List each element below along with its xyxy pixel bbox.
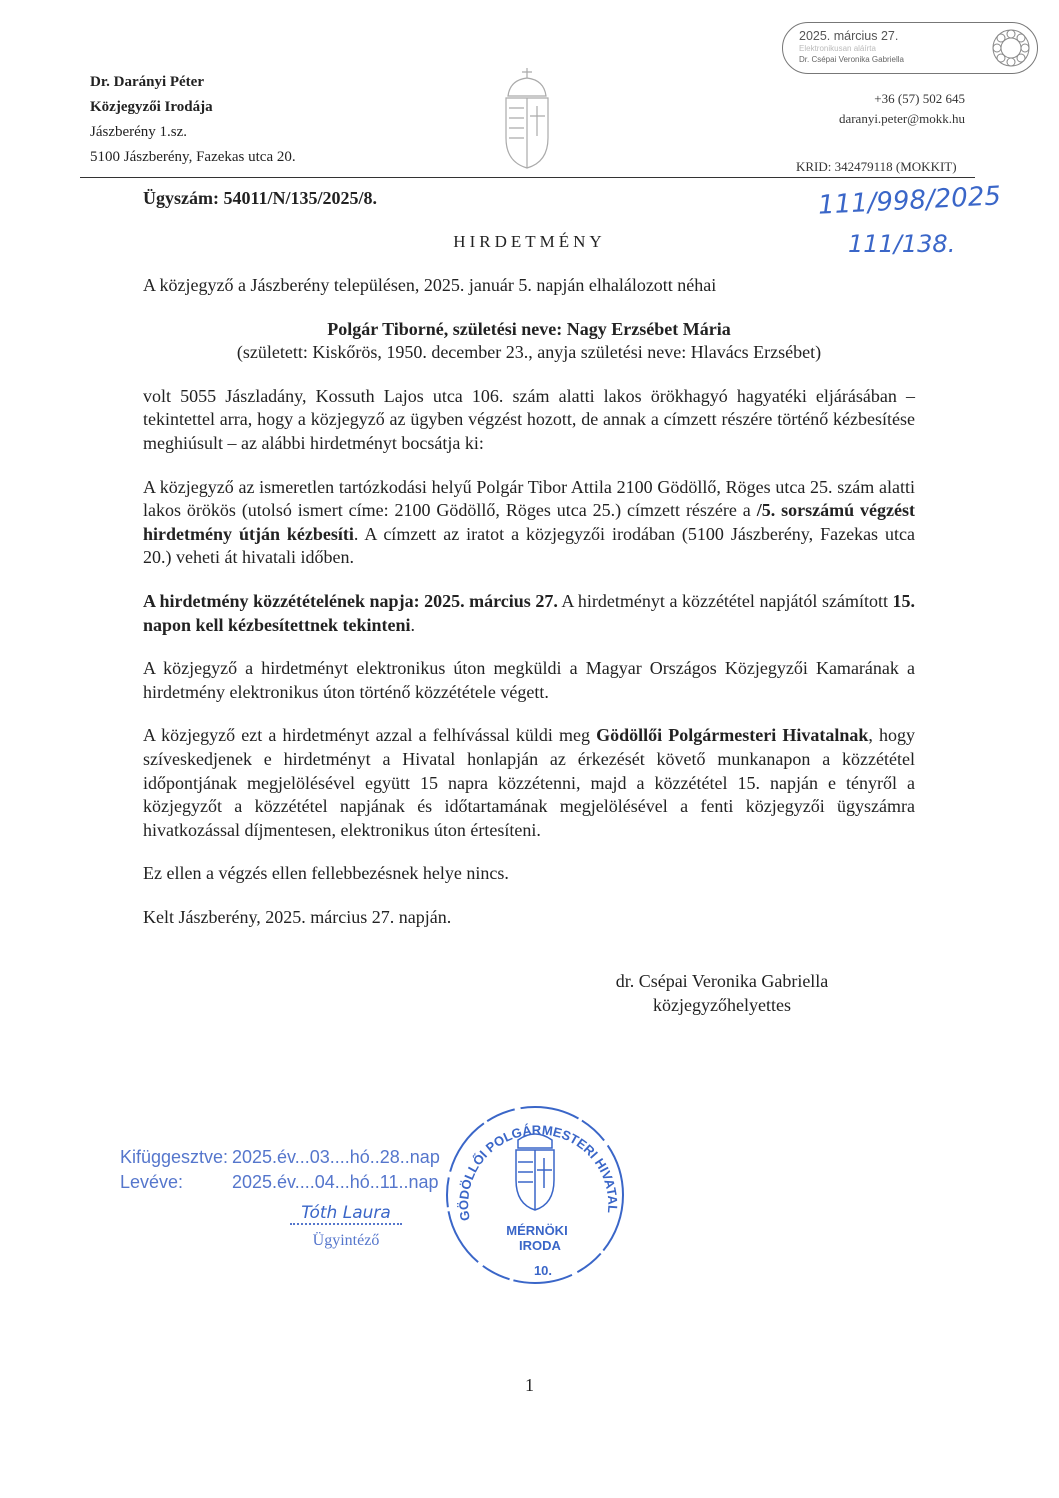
page-number: 1	[525, 1375, 534, 1395]
signature-block	[572, 969, 872, 1017]
coat-of-arms-icon	[500, 66, 554, 170]
header-divider	[80, 177, 975, 178]
notary-chamber-logo-icon	[989, 26, 1033, 70]
document-title: HIRDETMÉNY	[453, 232, 606, 251]
text: , hogy szíveskedjenek e hirdetményt a Hivatal honlapján az érkezését követő munkanapon a közzététel időpontjának megjelölésével együtt 15 napra közzétenni, majd a közzététel 15. napján e tényről a közjegyzőt a közzététel napjának és időtartamának megjelölésével a fenti közjegyzői ügyszámra hivatkozással díjmentesen, elektronikus úton értesíteni.	[143, 725, 916, 840]
krid: KRID: 342479118 (MOKKIT)	[796, 159, 957, 174]
deceased-name: Polgár Tiborné, születési neve: Nagy Erzsébet Mária	[327, 318, 731, 339]
signature-label: Elektronikusan aláírta	[799, 44, 876, 53]
paragraph-proceedings: volt 5055 Jászladány, Kossuth Lajos utca 106. szám alatti lakos örökhagyó hagyatéki eljárásában – tekintettel arra, hogy a közjegyző az ügyben végzést hozott, de annak a címzett részére történő kézbesítése meghiúsult – az alábbi hirdetményt bocsátja ki:	[143, 385, 915, 453]
office-round-stamp	[440, 1100, 630, 1290]
posting-stamp	[120, 1145, 440, 1195]
bold-text: Gödöllői Polgármesteri Hivatalnak	[596, 725, 869, 746]
email-address: daranyi.peter@mokk.hu	[838, 111, 965, 126]
notary-name: Dr. Darányi Péter	[90, 74, 204, 90]
paragraph-date-place: Kelt Jászberény, 2025. március 27. napján.	[143, 906, 452, 927]
notary-office-address	[90, 70, 296, 170]
deceased-details: (született: Kiskőrös, 1950. december 23., anyja születési neve: Hlavács Erzsébet)	[236, 342, 822, 363]
paragraph-request	[143, 724, 915, 842]
bold-text: /5. sorszámú végzést hirdetmény útján kézbesíti	[143, 500, 915, 544]
stamp-ring-text: GÖDÖLLŐI POLGÁRMESTERI HIVATAL	[456, 1122, 621, 1223]
handwritten-registration: 111/998/2025	[817, 181, 1002, 221]
removed-label: Levéve:	[120, 1172, 184, 1192]
paragraph-no-appeal: Ez ellen a végzés ellen fellebbezésnek helye nincs.	[143, 863, 509, 884]
bold-text: 15. napon kell kézbesítettnek tekinteni	[143, 590, 915, 635]
text: A közjegyző az ismeretlen tartózkodási helyű Polgár Tibor Attila 2100 Gödöllő, Röges utca 25. szám alatti lakos örökös (utolsó ismert címe: 2100 Gödöllő, Röges utca 25.) címzett részére a	[143, 476, 915, 521]
posted-value: 2025.év...03....hó..28..nap	[232, 1147, 440, 1167]
coat-of-arms-icon	[516, 1134, 554, 1210]
officer-signature: Tóth Laura	[290, 1203, 402, 1225]
electronic-signature-stamp	[782, 22, 1038, 74]
office-address: 5100 Jászberény, Fazekas utca 20.	[90, 149, 296, 165]
text: A hirdetményt a közzététel napjától számított	[557, 590, 893, 611]
paragraph-delivery	[143, 476, 915, 570]
paragraph-chamber: A közjegyző a hirdetményt elektronikus úton megküldi a Magyar Országos Közjegyzői Kamarának a hirdetmény elektronikus úton történő közzététele végett.	[143, 658, 915, 702]
handwritten-subnumber: 111/138.	[848, 230, 956, 258]
office-seat: Jászberény 1.sz.	[90, 124, 188, 140]
signature-date: 2025. március 27.	[799, 29, 899, 43]
signer-role: közjegyzőhelyettes	[653, 995, 791, 1016]
intro-paragraph: A közjegyző a Jászberény településen, 2025. január 5. napján elhalálozott néhai	[143, 275, 717, 295]
stamp-line1: MÉRNÖKI	[506, 1223, 568, 1238]
removed-value: 2025.év....04...hó..11..nap	[232, 1172, 439, 1192]
office-name: Közjegyzői Irodája	[90, 99, 213, 115]
text: . A címzett az iratot a közjegyzői irodában (5100 Jászberény, Fazekas utca 20.) veheti át hivatali időben.	[143, 523, 915, 568]
officer-label: Ügyintéző	[312, 1232, 380, 1249]
contact-info	[780, 89, 965, 129]
signature-signer: Dr. Csépai Veronika Gabriella	[799, 55, 904, 64]
posted-label: Kifüggesztve:	[120, 1147, 229, 1167]
stamp-line2: IRODA	[519, 1238, 561, 1253]
document-body	[143, 274, 915, 1017]
signer-name: dr. Csépai Veronika Gabriella	[615, 971, 829, 992]
text: .	[410, 614, 416, 635]
bold-text: A hirdetmény közzétételének napja: 2025. március 27.	[143, 590, 558, 611]
case-number: Ügyszám: 54011/N/135/2025/8.	[143, 188, 377, 208]
phone-number: +36 (57) 502 645	[874, 91, 965, 106]
text: A közjegyző ezt a hirdetményt azzal a felhívással küldi meg	[143, 725, 597, 746]
stamp-number: 10.	[533, 1263, 553, 1278]
paragraph-publication-date	[143, 590, 915, 637]
